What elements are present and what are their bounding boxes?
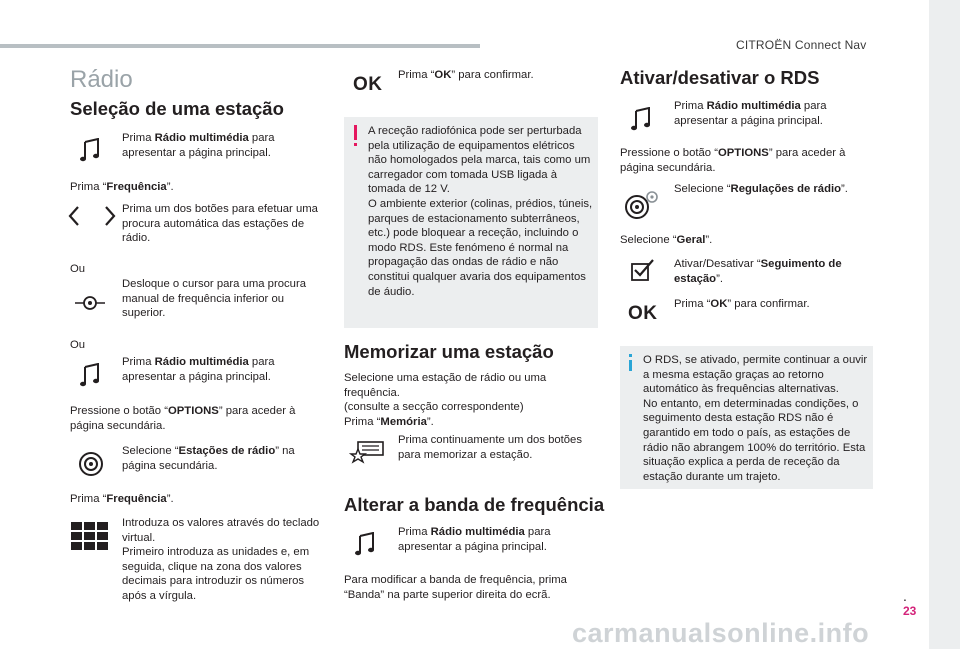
paragraph: Prima “Frequência”. — [70, 493, 174, 505]
step-text: Selecione “Regulações de rádio”. — [674, 183, 848, 195]
paragraph: Pressione o botão “OPTIONS” para aceder à página secundária. — [70, 405, 296, 432]
step-text: Selecione “Estações de rádio” na página secundária. — [122, 445, 295, 472]
section-heading-rds: Ativar/desativar o RDS — [620, 67, 820, 88]
step-text: Prima “OK” para confirmar. — [398, 69, 534, 81]
step-text: Desloque o cursor para uma procura manual de frequência inferior ou superior. — [122, 278, 306, 320]
section-heading-memorize: Memorizar uma estação — [344, 341, 554, 362]
prev-next-chevron-icon — [68, 204, 116, 228]
section-heading-band: Alterar a banda de frequência — [344, 494, 605, 515]
warning-text: A receção radiofónica pode ser perturbada pela utilização de equipamentos elétricos não homologados pela marca, tais como um carregador com tomada USB ligada à tomada de 12 V. O ambiente exterior (colinas, prédios, túneis, parques de estacionamento subterrâneos, etc.) pode bloquear a receção, incluindo o modo RDS. Este fenómeno é normal na propagação das ondas de rádio e não constitui qualquer avaria dos equipamentos de áudio. — [368, 125, 593, 298]
info-icon-dot — [629, 354, 632, 357]
checkbox-icon — [630, 258, 656, 282]
warning-icon — [354, 125, 357, 140]
step-text: Prima Rádio multimédia para apresentar a página principal. — [122, 132, 275, 159]
tuning-slider-icon — [74, 291, 106, 315]
music-note-icon — [79, 138, 101, 162]
step-text: Prima um dos botões para efetuar uma procura automática das estações de rádio. — [122, 203, 318, 245]
ok-button-icon: OK — [628, 303, 658, 324]
brand-name: CITROËN Connect Nav — [736, 38, 867, 52]
ok-button-icon: OK — [353, 74, 383, 95]
footer-dot: . — [903, 588, 907, 604]
warning-icon-dot — [354, 143, 357, 146]
music-note-icon — [79, 363, 101, 387]
info-text: O RDS, se ativado, permite continuar a ouvir a mesma estação graças ao retorno automático às frequências alternativas. No entanto, em determinadas condições, o seguimento desta estação RDS não é garantido em todo o país, as estações de rádio não abrangem 100% do território. Esta situação explica a perda de receção da estação durante um trajeto. — [643, 354, 868, 483]
radio-station-icon — [78, 451, 104, 477]
watermark: carmanualsonline.info — [572, 618, 870, 648]
radio-settings-icon — [624, 188, 660, 220]
page-title: Rádio — [70, 66, 133, 93]
paragraph: Pressione o botão “OPTIONS” para aceder à página secundária. — [620, 147, 846, 174]
keypad-icon — [71, 522, 109, 552]
step-text: Prima Rádio multimédia para apresentar a página principal. — [674, 100, 827, 127]
music-note-icon — [354, 532, 376, 556]
step-text: Prima Rádio multimédia para apresentar a página principal. — [398, 526, 551, 553]
step-text: Prima “OK” para confirmar. — [674, 298, 810, 310]
music-note-icon — [630, 107, 652, 131]
paragraph: Prima “Frequência”. — [70, 181, 174, 193]
section-heading-station-selection: Seleção de uma estação — [70, 98, 284, 119]
step-text: Introduza os valores através do teclado virtual. Primeiro introduza as unidades e, em seguida, clique na zona dos valores decimais para introduzir os números após a vírgula. — [122, 517, 320, 602]
step-text: Prima continuamente um dos botões para memorizar a estação. — [398, 434, 582, 461]
paragraph: Selecione uma estação de rádio ou uma frequência. (consulte a secção correspondente) Prima “Memória”. — [344, 372, 547, 428]
memory-preset-icon — [349, 440, 385, 466]
header-rule — [0, 44, 480, 48]
side-strip — [929, 0, 960, 649]
step-text: Ativar/Desativar “Seguimento de estação”. — [674, 258, 842, 285]
step-text: Prima Rádio multimédia para apresentar a página principal. — [122, 356, 275, 383]
page-number: 23 — [903, 604, 917, 618]
paragraph-or: Ou — [70, 263, 86, 275]
paragraph: Para modificar a banda de frequência, prima “Banda” na parte superior direita do ecrã. — [344, 574, 567, 601]
paragraph: Selecione “Geral”. — [620, 234, 713, 246]
info-icon — [629, 360, 632, 371]
paragraph-or: Ou — [70, 339, 86, 351]
